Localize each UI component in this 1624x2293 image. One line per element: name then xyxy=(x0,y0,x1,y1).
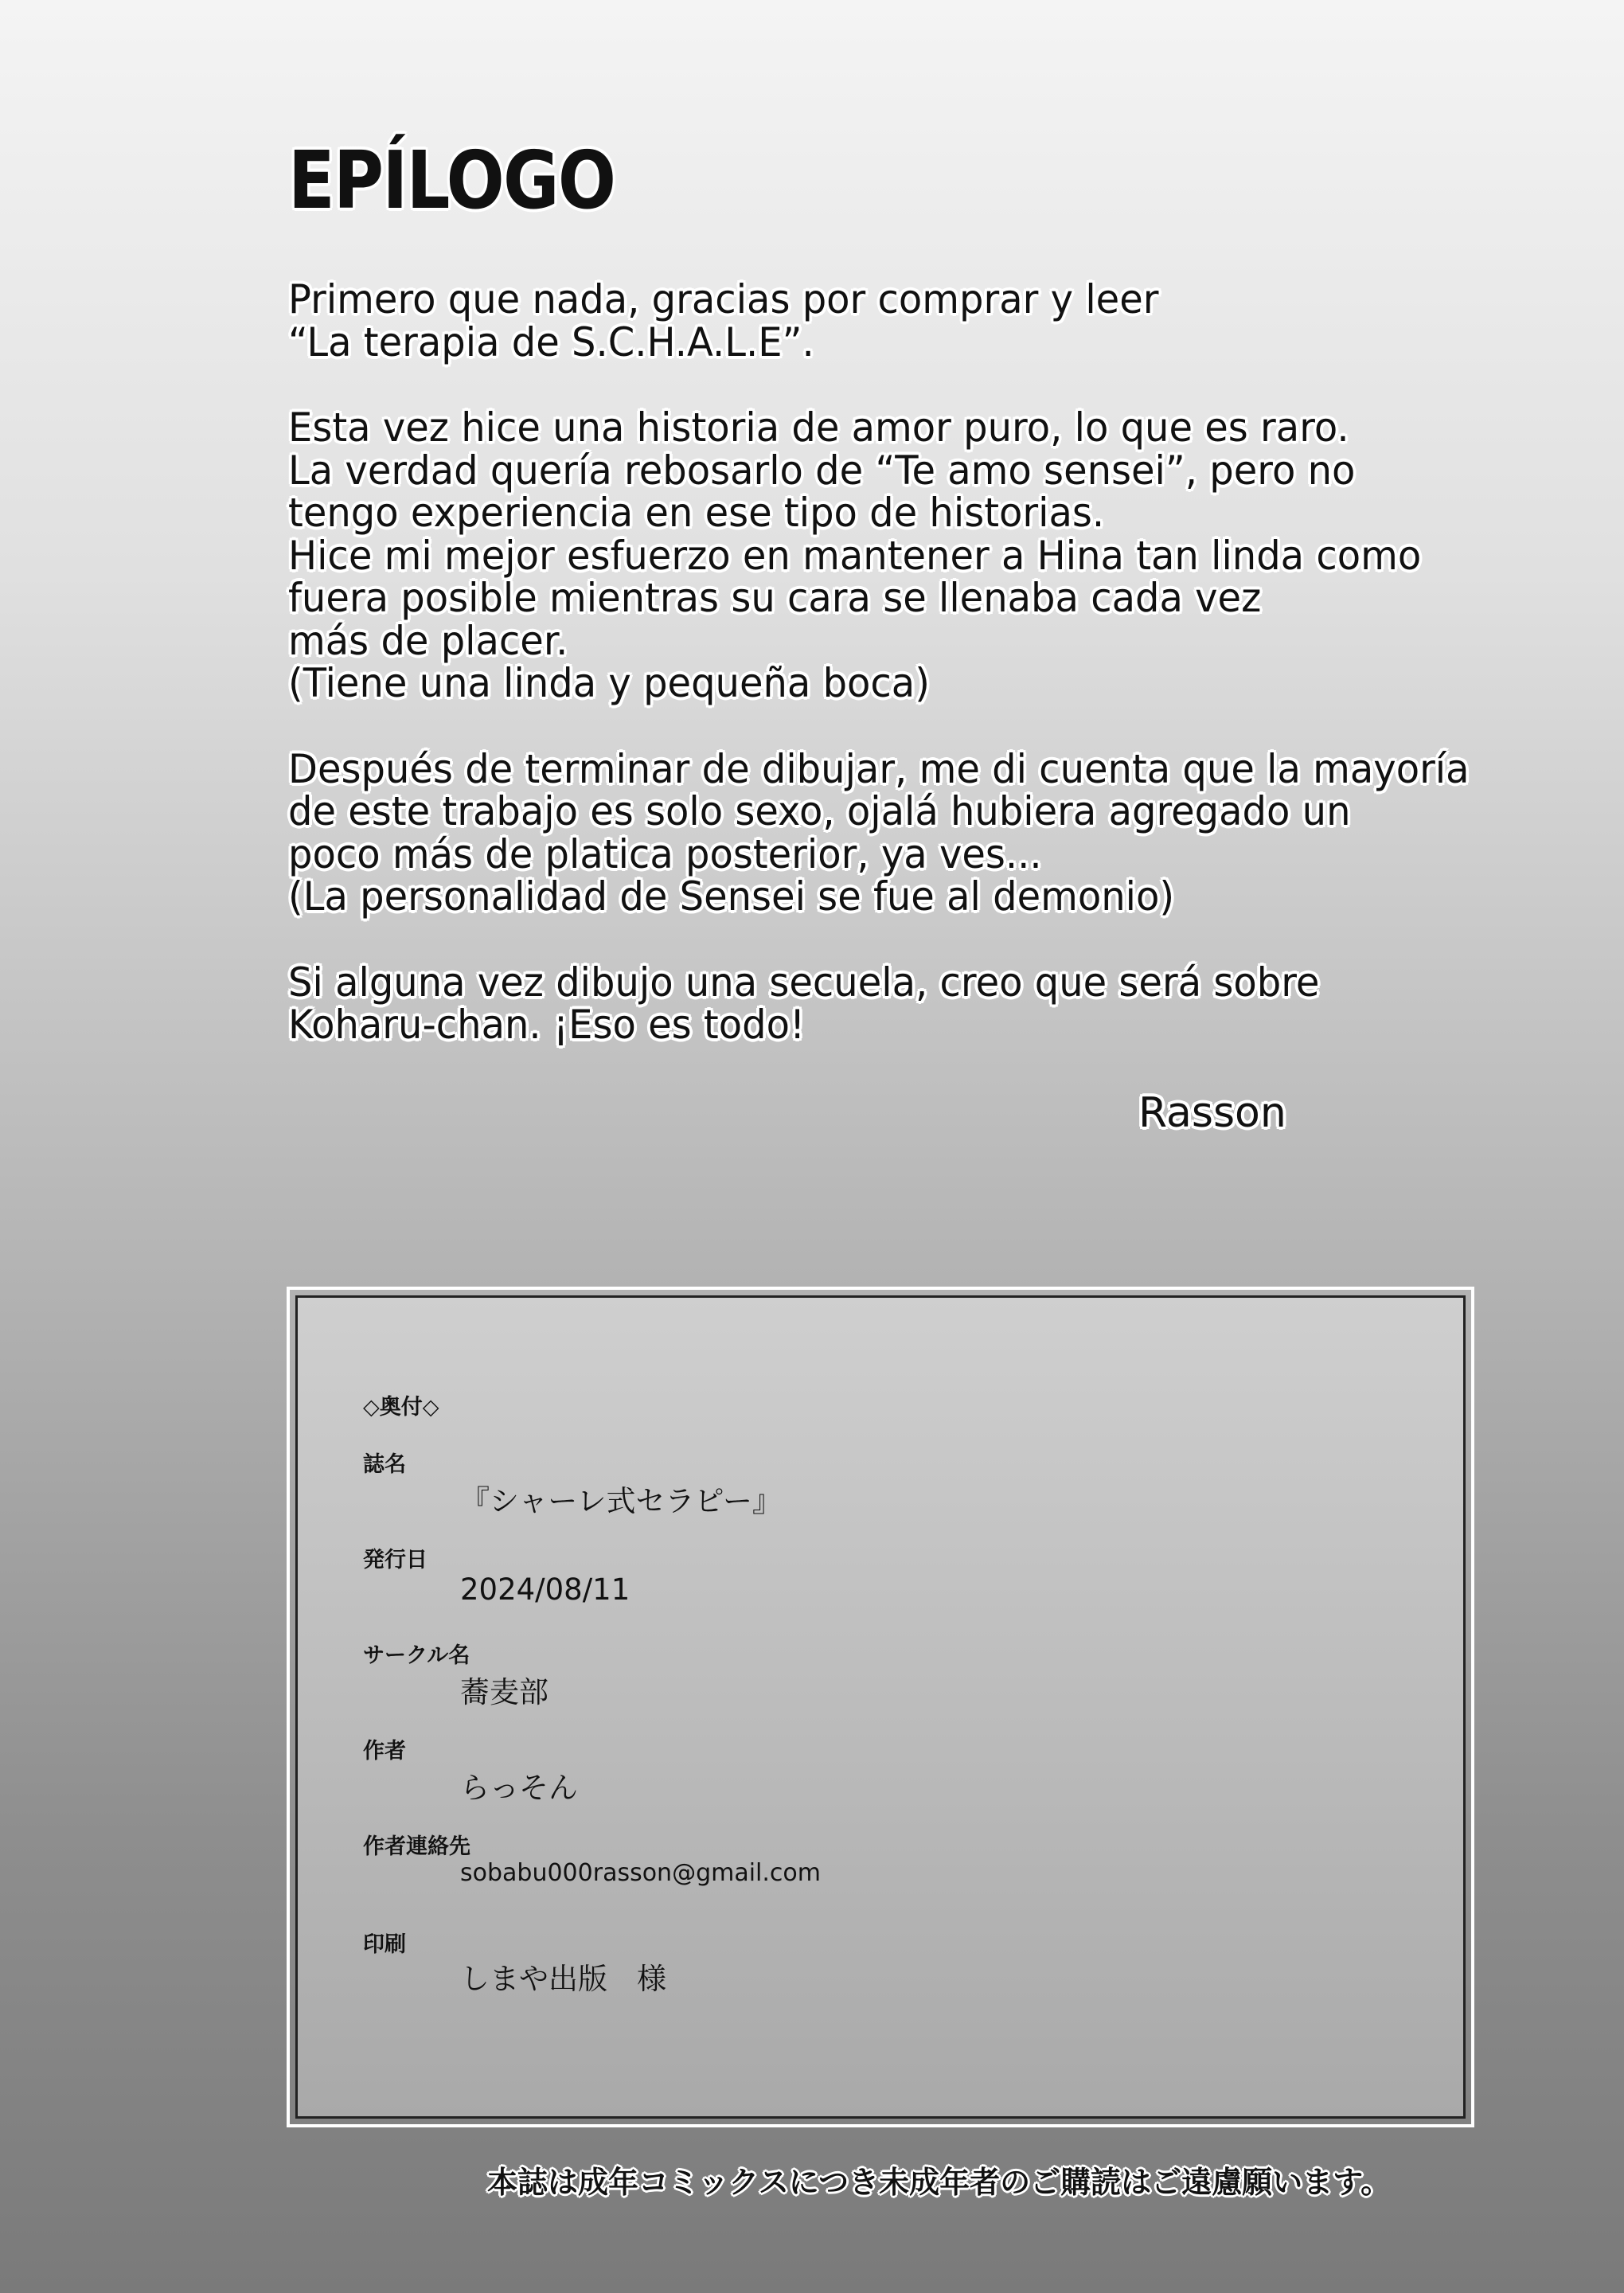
colophon-box xyxy=(287,1287,1474,2127)
epilogue-paragraph-3: Después de terminar de dibujar, me di cuenta que la mayoría de este trabajo es solo sexo, ojalá hubiera agregado un poco más de platica posterior, ya ves... (La personalidad de Sensei se fue al demonio) xyxy=(288,745,1470,920)
colophon-label-circle: サークル名 xyxy=(363,1643,470,1668)
colophon-value-contact: sobabu000rasson@gmail.com xyxy=(460,1859,822,1887)
colophon-value-circle: 蕎麦部 xyxy=(460,1675,548,1709)
colophon-value-author: らっそん xyxy=(460,1771,578,1805)
colophon-label-author: 作者 xyxy=(363,1739,406,1764)
colophon-heading: ◇奥付◇ xyxy=(363,1395,439,1420)
colophon-label-printer: 印刷 xyxy=(363,1932,406,1957)
epilogue-paragraph-4: Si alguna vez dibujo una secuela, creo que será sobre Koharu-chan. ¡Eso es todo! xyxy=(288,959,1320,1048)
author-signature: Rasson xyxy=(1138,1089,1286,1137)
age-restriction-notice: 本誌は成年コミックスにつき未成年者のご購読はご遠慮願います。 xyxy=(487,2165,1392,2200)
epilogue-paragraph-2: Esta vez hice una historia de amor puro, lo que es raro. La verdad quería rebosarlo de “Te amo sensei”, pero no tengo experiencia en ese tipo de historias. Hice mi mejor esfuerzo en mantener a Hina tan linda como fuera posible mientras su cara se llenaba cada vez más de placer. (Tiene una linda y pequeña boca) xyxy=(288,404,1422,706)
colophon-label-contact: 作者連絡先 xyxy=(363,1834,470,1859)
colophon-panel xyxy=(295,1295,1466,2119)
epilogue-paragraph-1: Primero que nada, gracias por comprar y leer “La terapia de S.C.H.A.L.E”. xyxy=(288,276,1159,365)
epilogue-body xyxy=(288,276,1541,1090)
colophon-value-printer: しまや出版 様 xyxy=(460,1962,666,1996)
colophon-label-title: 誌名 xyxy=(363,1452,406,1477)
colophon-value-date: 2024/08/11 xyxy=(460,1572,630,1607)
colophon-value-title: 『シャーレ式セラピー』 xyxy=(460,1484,783,1518)
colophon-label-date: 発行日 xyxy=(363,1548,427,1572)
epilogue-title: EPÍLOGO xyxy=(288,134,615,227)
